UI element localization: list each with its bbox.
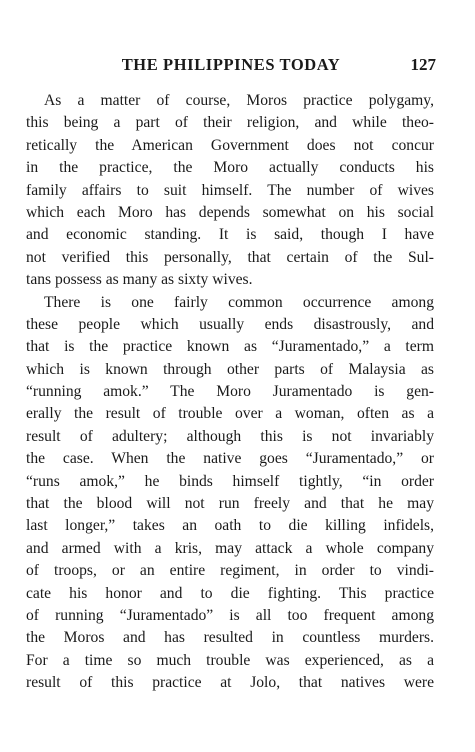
text-line: “running amok.” The Moro Juramentado is gen- xyxy=(26,383,434,401)
text-line: cate his honor and to die fighting. This practice xyxy=(26,584,434,602)
text-line: that the blood will not run freely and that he may xyxy=(26,495,434,513)
text-line: these people which usually ends disastrously, and xyxy=(26,315,434,333)
text-line: erally the result of trouble over a woman, often as a xyxy=(26,405,434,423)
text-line: result of this practice at Jolo, that natives were xyxy=(26,674,434,692)
text-line: which each Moro has depends somewhat on his social xyxy=(26,203,434,221)
text-line: For a time so much trouble was experienced, as a xyxy=(26,651,434,669)
text-line: and armed with a kris, may attack a whole company xyxy=(26,539,434,557)
body-text xyxy=(26,90,434,695)
page-number: 127 xyxy=(410,55,436,74)
text-line: this being a part of their religion, and while theo- xyxy=(26,114,434,132)
text-line: of troops, or an entire regiment, in order to vindi- xyxy=(26,562,434,580)
text-line: result of adultery; although this is not invariably xyxy=(26,427,434,445)
text-line: family affairs to suit himself. The number of wives xyxy=(26,181,434,199)
text-line: of running “Juramentado” is all too frequent among xyxy=(26,606,434,624)
text-line: tans possess as many as sixty wives. xyxy=(26,271,253,289)
text-line: the case. When the native goes “Juramentado,” or xyxy=(26,450,434,468)
text-line: As a matter of course, Moros practice polygamy, xyxy=(44,92,434,109)
text-line: last longer,” takes an oath to die killing infidels, xyxy=(26,517,434,535)
running-head xyxy=(26,55,436,79)
text-line: which is known through other parts of Malaysia as xyxy=(26,360,434,378)
running-title: THE PHILIPPINES TODAY xyxy=(121,55,341,74)
text-line: not verified this personally, that certain of the Sul- xyxy=(26,248,434,266)
text-line: the Moros and has resulted in countless murders. xyxy=(26,629,434,647)
text-line: in the practice, the Moro actually conducts his xyxy=(26,159,434,177)
text-line: retically the American Government does not concur xyxy=(26,136,434,154)
text-line: There is one fairly common occurrence among xyxy=(44,293,434,311)
text-line: and economic standing. It is said, though I have xyxy=(26,226,434,244)
text-line: “runs amok,” he binds himself tightly, “in order xyxy=(26,472,434,490)
text-line: that is the practice known as “Juramentado,” a term xyxy=(26,338,434,356)
